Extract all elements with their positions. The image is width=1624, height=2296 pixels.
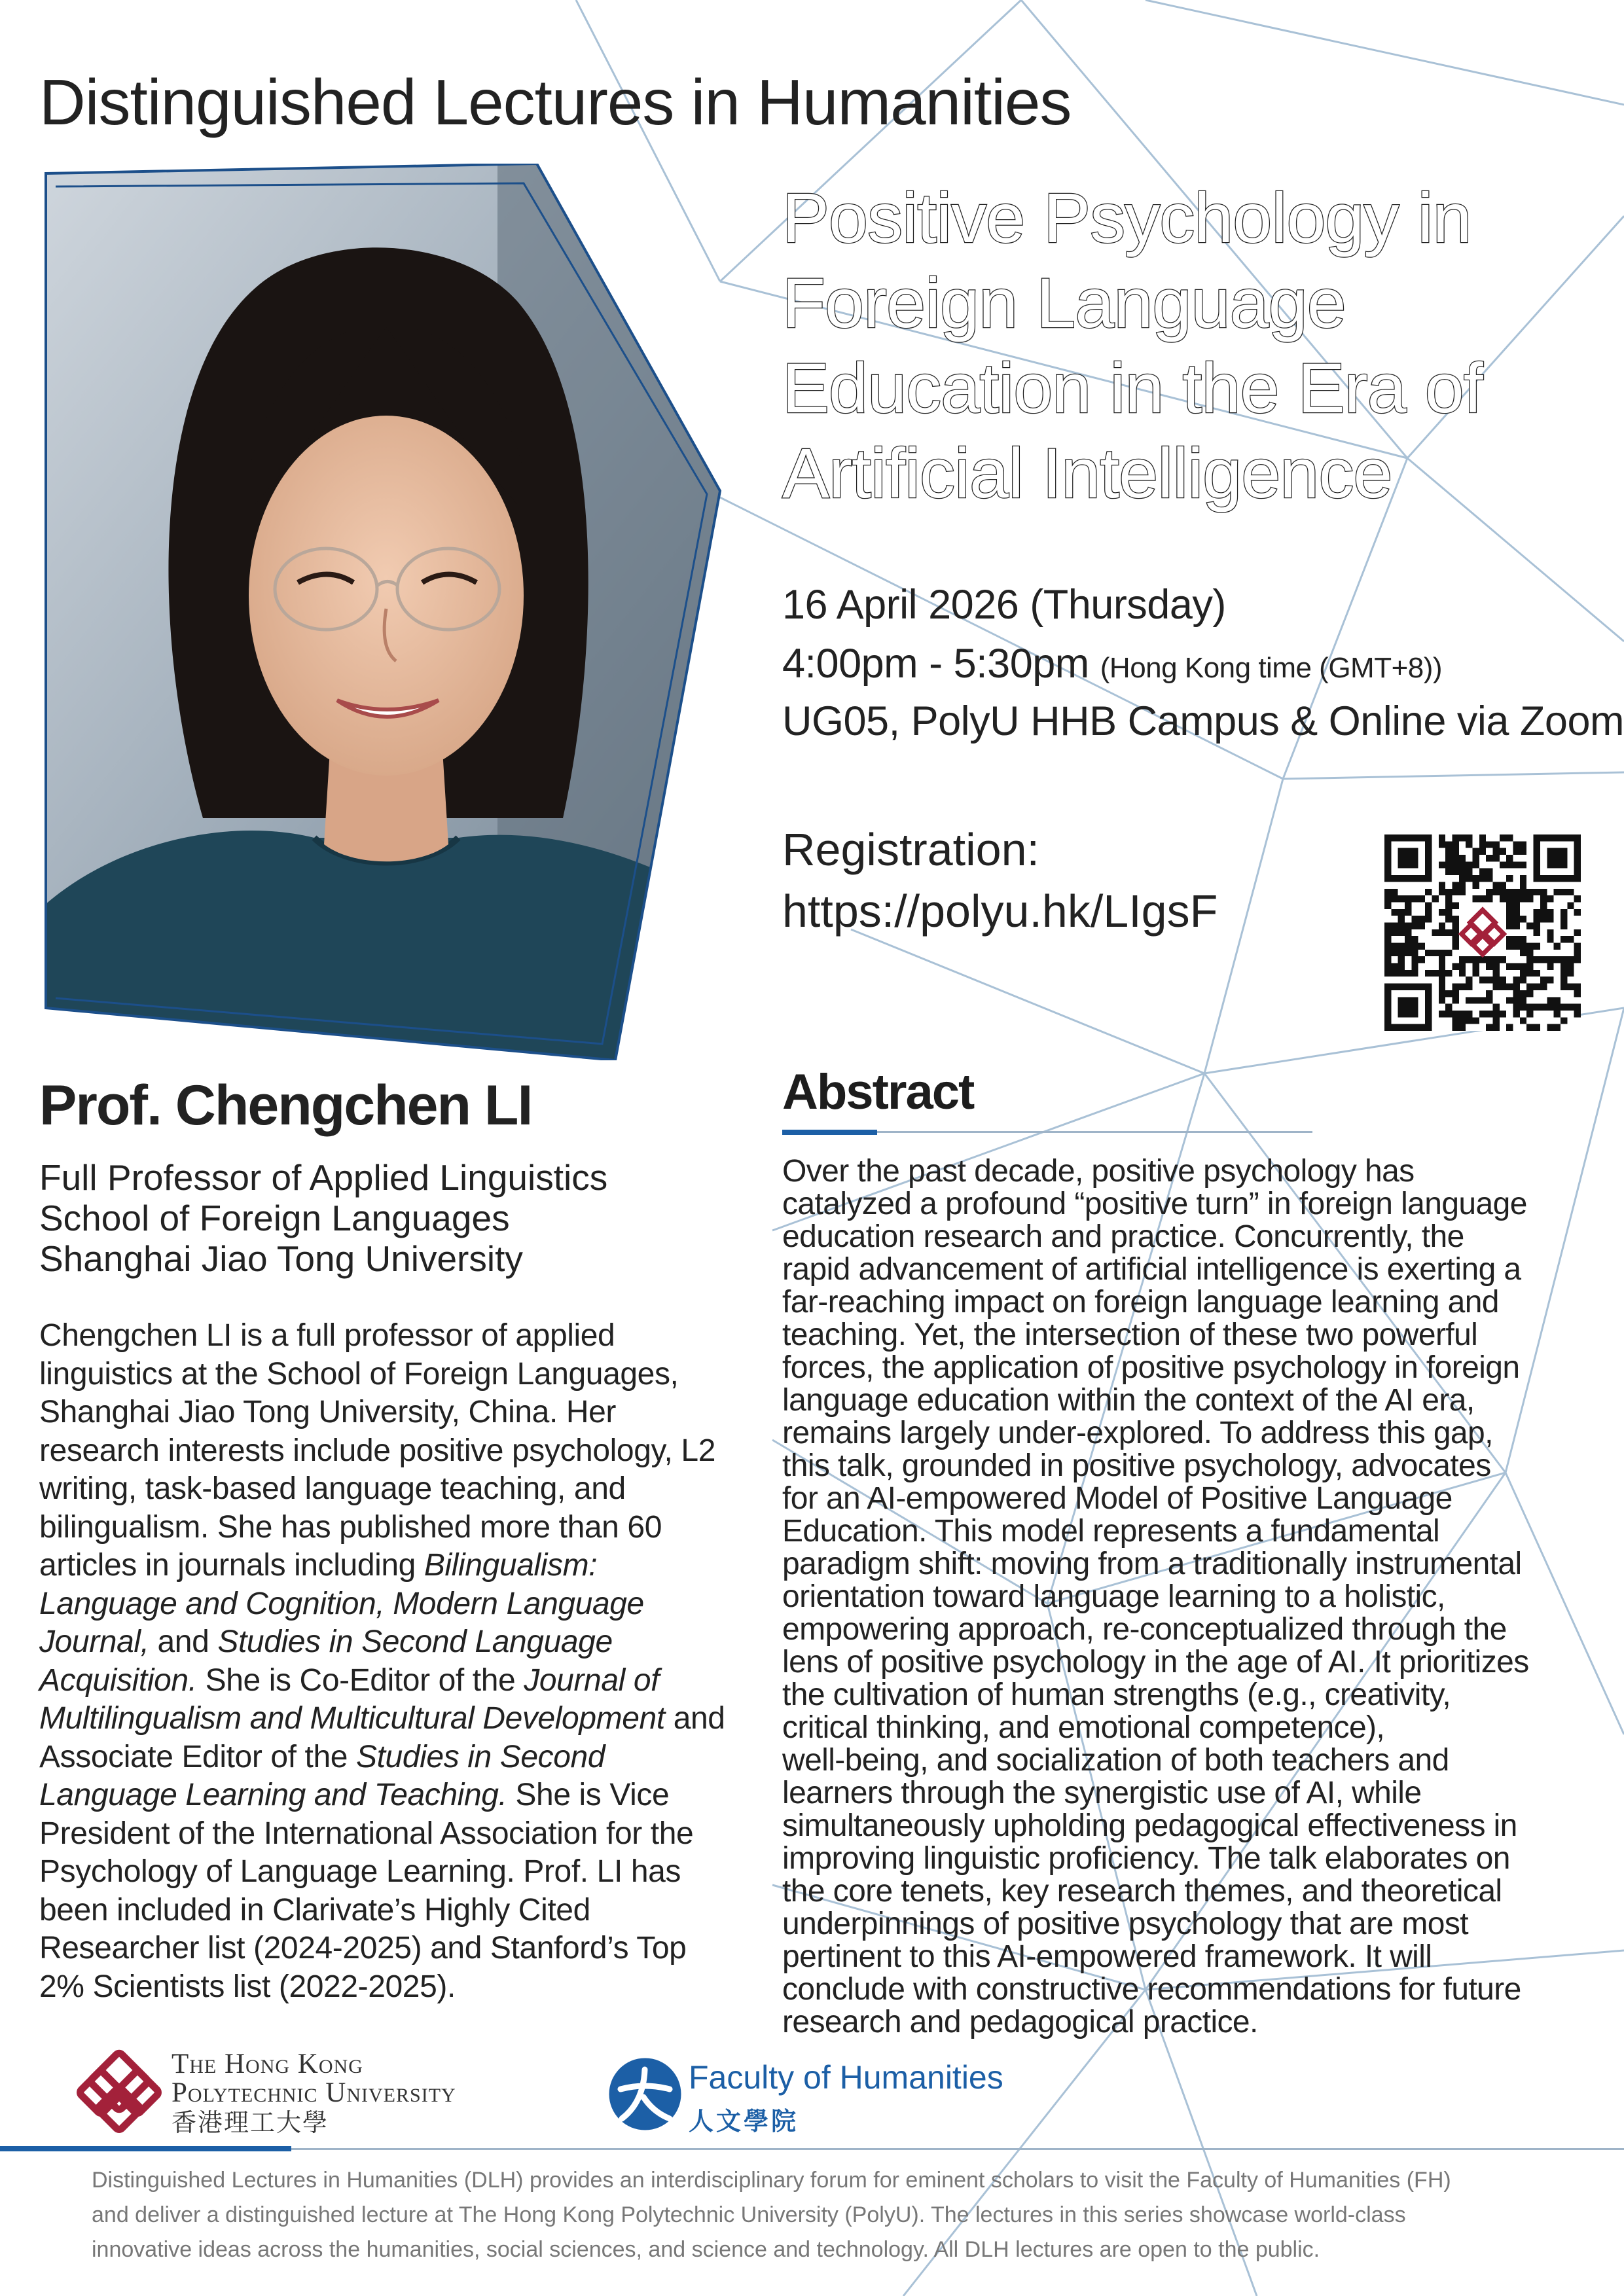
abstract-line: the core tenets, key research themes, and theoretical <box>782 1874 1502 1909</box>
abstract-line: pertinent to this AI-empowered framework. It will <box>782 1939 1432 1974</box>
polyu-name-line2: Polytechnic University <box>171 2077 456 2108</box>
registration-link[interactable]: https://polyu.hk/LIgsF <box>782 886 1218 937</box>
lecture-title-line: Positive Psychology in <box>782 178 1471 257</box>
lecture-venue: UG05, PolyU HHB Campus & Online via Zoom <box>782 698 1624 744</box>
lecture-title-line: Foreign Language <box>782 263 1346 342</box>
abstract-line: conclude with constructive recommendations for future <box>782 1972 1521 2007</box>
bio-text: and Associate Editor of the <box>39 1701 725 1774</box>
faculty-name-zh: 人文學院 <box>689 2108 799 2136</box>
abstract-line: learners through the synergistic use of AI, while <box>782 1776 1422 1810</box>
abstract-line: teaching. Yet, the intersection of these two powerful <box>782 1318 1478 1352</box>
lecture-timezone: (Hong Kong time (GMT+8)) <box>1100 652 1443 684</box>
registration-qr-code[interactable] <box>1384 834 1581 1031</box>
speaker-position <box>39 1157 607 1279</box>
speaker-position-line: School of Foreign Languages <box>39 1198 510 1238</box>
bio-journal: Studies in Second Language Acquisition. <box>39 1624 613 1698</box>
abstract-line: Over the past decade, positive psychology has <box>782 1154 1415 1189</box>
abstract-line: this talk, grounded in positive psychology, advocates <box>782 1448 1491 1483</box>
bio-text: and <box>149 1624 218 1659</box>
bio-journal: Journal of Multilingualism and Multicultural Development <box>39 1662 665 1736</box>
bio-text: She is Vice President of the International Association for the Psychology of Language Learning. Prof. LI has been included in Clarivate’s Highly Cited Researcher list (2024-2025) and Stanford’s Top 2% Scientists list (2022-2025). <box>39 1778 694 2004</box>
abstract-line: remains largely under-explored. To address this gap, <box>782 1416 1493 1450</box>
abstract-line: for an AI-empowered Model of Positive Language <box>782 1481 1453 1516</box>
speaker-bio <box>39 1317 733 2006</box>
abstract-line: critical thinking, and emotional competence), <box>782 1710 1385 1745</box>
abstract-line: forces, the application of positive psychology in foreign <box>782 1350 1520 1385</box>
bio-text: Chengchen LI is a full professor of applied linguistics at the School of Foreign Languages, Shanghai Jiao Tong University, China. Her research interests include positive psychology, L2 writing, task-based language teaching, and bilingualism. She has published more than 60 articles in journals including <box>39 1318 716 1583</box>
abstract-line: the cultivation of human strengths (e.g., creativity, <box>782 1677 1451 1712</box>
speaker-name: Prof. Chengchen LI <box>39 1074 532 1137</box>
footer-line: Distinguished Lectures in Humanities (DLH) provides an interdisciplinary forum for eminent scholars to visit the Faculty of Humanities (FH) <box>92 2168 1451 2193</box>
bio-text: She is Co-Editor of the <box>196 1662 524 1698</box>
abstract-line: underpinnings of positive psychology that are most <box>782 1907 1468 1941</box>
abstract-divider-accent <box>782 1130 877 1135</box>
footer-line: and deliver a distinguished lecture at The Hong Kong Polytechnic University (PolyU). The lectures in this series showcase world-class <box>92 2202 1406 2227</box>
faculty-logo-icon <box>607 2056 683 2132</box>
abstract-heading: Abstract <box>782 1064 974 1120</box>
faculty-name: Faculty of Humanities <box>689 2059 1003 2096</box>
abstract-line: far-reaching impact on foreign language learning and <box>782 1285 1499 1319</box>
speaker-photo <box>39 164 733 1060</box>
series-title: Distinguished Lectures in Humanities <box>39 66 1072 138</box>
lecture-time-row <box>782 640 1442 687</box>
abstract-line: Education. This model represents a fundamental <box>782 1514 1440 1549</box>
abstract-body <box>782 1155 1587 2039</box>
abstract-line: empowering approach, re-conceptualized through the <box>782 1612 1507 1647</box>
abstract-line: research and pedagogical practice. <box>782 2005 1258 2039</box>
abstract-line: orientation toward language learning to a holistic, <box>782 1579 1445 1614</box>
lecture-title <box>782 175 1594 516</box>
footer-divider-accent <box>0 2146 291 2151</box>
footer-description <box>92 2163 1558 2267</box>
abstract-line: language education within the context of the AI era, <box>782 1383 1475 1418</box>
polyu-name-line1: The Hong Kong <box>171 2049 363 2079</box>
abstract-line: well-being, and socialization of both teachers and <box>782 1743 1449 1778</box>
abstract-line: catalyzed a profound “positive turn” in foreign language <box>782 1187 1527 1221</box>
bio-journal: Bilingualism: Language and Cognition, Modern Language Journal, <box>39 1548 644 1659</box>
polyu-name-zh: 香港理工大學 <box>171 2109 329 2137</box>
speaker-position-line: Shanghai Jiao Tong University <box>39 1238 523 1279</box>
registration-label: Registration: <box>782 824 1039 875</box>
footer-line: innovative ideas across the humanities, social sciences, and science and technology. All DLH lectures are open to the public. <box>92 2237 1320 2262</box>
lecture-time: 4:00pm - 5:30pm <box>782 641 1089 687</box>
lecture-title-line: Education in the Era of <box>782 348 1483 427</box>
polyu-logo-text <box>171 2050 456 2139</box>
bio-journal: Studies in Second Language Learning and Teaching. <box>39 1739 605 1812</box>
abstract-line: paradigm shift: moving from a traditionally instrumental <box>782 1547 1522 1581</box>
lecture-date: 16 April 2026 (Thursday) <box>782 582 1226 628</box>
lecture-title-line: Artificial Intelligence <box>782 433 1392 512</box>
abstract-line: rapid advancement of artificial intelligence is exerting a <box>782 1252 1521 1287</box>
abstract-line: improving linguistic proficiency. The talk elaborates on <box>782 1841 1510 1876</box>
abstract-line: lens of positive psychology in the age of AI. It prioritizes <box>782 1645 1529 1679</box>
polyu-logo-icon <box>73 2047 165 2139</box>
speaker-position-line: Full Professor of Applied Linguistics <box>39 1157 608 1198</box>
abstract-line: simultaneously upholding pedagogical effectiveness in <box>782 1808 1517 1843</box>
abstract-line: education research and practice. Concurrently, the <box>782 1219 1464 1254</box>
